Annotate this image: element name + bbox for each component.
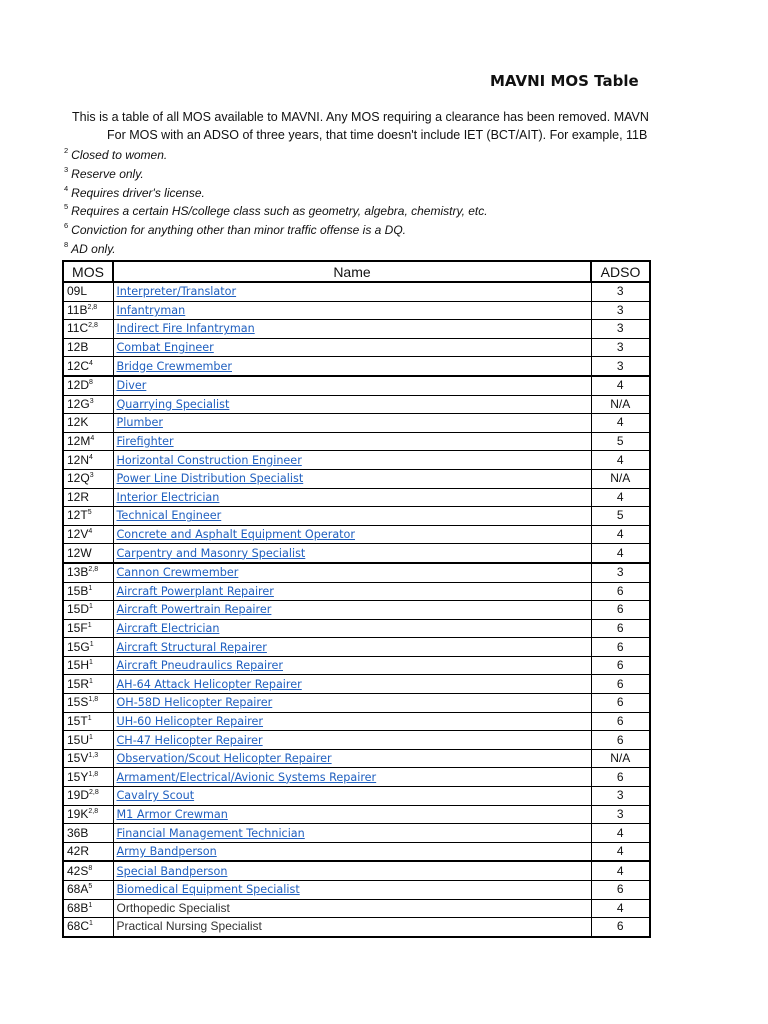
adso-value: 6 bbox=[591, 712, 650, 731]
mos-code: 11C bbox=[67, 321, 89, 336]
mos-name-cell bbox=[113, 320, 591, 339]
mos-name-cell bbox=[113, 805, 591, 824]
footnote-mark: 2 bbox=[64, 146, 69, 155]
adso-value: 4 bbox=[591, 414, 650, 433]
adso-value: 5 bbox=[591, 432, 650, 451]
mos-code: 15R bbox=[67, 676, 90, 691]
mos-code: 15D bbox=[67, 602, 90, 617]
footnote-mark: 8 bbox=[64, 239, 69, 249]
mos-name-cell bbox=[113, 842, 591, 861]
mos-name-cell bbox=[113, 694, 591, 713]
mos-name-cell bbox=[113, 824, 591, 843]
table-row bbox=[63, 638, 650, 657]
intro-text-line-1: This is a table of all MOS available to MAVNI. Any MOS requiring a clearance has been removed. MAVN bbox=[72, 110, 649, 124]
mos-code-cell bbox=[63, 675, 113, 694]
mos-name-cell bbox=[113, 376, 591, 395]
adso-value: 3 bbox=[591, 357, 650, 376]
footnote-ref: 2,8 bbox=[88, 807, 99, 815]
table-row bbox=[63, 582, 650, 601]
mos-code: 12V bbox=[67, 527, 89, 542]
table-row bbox=[63, 395, 650, 414]
adso-value: N/A bbox=[591, 469, 650, 488]
mos-code-cell bbox=[63, 357, 113, 376]
mos-code: 12C bbox=[67, 358, 90, 373]
mos-code: 12B bbox=[67, 340, 89, 355]
mos-name-link[interactable]: Power Line Distribution Specialist bbox=[116, 472, 304, 486]
table-row bbox=[63, 357, 650, 376]
footnote-item bbox=[64, 146, 704, 165]
mos-code-cell bbox=[63, 805, 113, 824]
mos-name-cell bbox=[113, 601, 591, 620]
mos-code: 09L bbox=[67, 284, 88, 299]
adso-value: 6 bbox=[591, 694, 650, 713]
mos-code-cell bbox=[63, 376, 113, 395]
mos-code-cell bbox=[63, 563, 113, 582]
footnote-ref: 2,8 bbox=[88, 566, 99, 574]
mos-code-cell bbox=[63, 338, 113, 357]
mos-code: 11B bbox=[67, 302, 88, 317]
mos-name-cell bbox=[113, 656, 591, 675]
mos-code-cell bbox=[63, 507, 113, 526]
mos-name-cell bbox=[113, 282, 591, 301]
adso-value: 6 bbox=[591, 601, 650, 620]
mos-code: 15U bbox=[67, 732, 90, 747]
footnote-ref: 1 bbox=[89, 659, 93, 667]
footnote-ref: 1 bbox=[88, 584, 93, 592]
footnote-item bbox=[64, 165, 704, 184]
mos-name-link[interactable]: Carpentry and Masonry Specialist bbox=[116, 546, 306, 560]
adso-value: 4 bbox=[591, 525, 650, 544]
adso-value: 4 bbox=[591, 899, 650, 918]
mos-code-cell bbox=[63, 469, 113, 488]
footnote-ref: 1,3 bbox=[88, 752, 99, 760]
mos-name-link[interactable]: Interpreter/Translator bbox=[116, 285, 237, 299]
mos-name: Orthopedic Specialist bbox=[116, 900, 230, 915]
mos-name-link[interactable]: Diver bbox=[116, 379, 147, 393]
mos-code: 15B bbox=[67, 583, 89, 598]
table-row bbox=[63, 881, 650, 900]
table-row bbox=[63, 601, 650, 620]
header-name: Name bbox=[113, 261, 591, 282]
mos-name-link[interactable]: Aircraft Powertrain Repairer bbox=[116, 603, 272, 617]
table-row bbox=[63, 787, 650, 806]
mos-name-link[interactable]: Observation/Scout Helicopter Repairer bbox=[116, 752, 332, 766]
mos-code: 15V bbox=[67, 751, 89, 766]
mos-code: 15Y bbox=[67, 769, 89, 784]
adso-value: 3 bbox=[591, 563, 650, 582]
mos-name-cell bbox=[113, 357, 591, 376]
intro-text-line-2: For MOS with an ADSO of three years, that time doesn't include IET (BCT/AIT). For example, 11B bbox=[107, 128, 648, 142]
mos-code-cell bbox=[63, 881, 113, 900]
mos-code: 68A bbox=[67, 882, 89, 897]
table-row bbox=[63, 694, 650, 713]
mos-code-cell bbox=[63, 619, 113, 638]
table-row bbox=[63, 899, 650, 918]
adso-value: 6 bbox=[591, 918, 650, 937]
mos-code: 12M bbox=[67, 434, 91, 449]
mos-name-cell bbox=[113, 881, 591, 900]
mos-name-link[interactable]: Infantryman bbox=[116, 303, 186, 317]
footnote-mark: 4 bbox=[64, 183, 69, 193]
table-row bbox=[63, 469, 650, 488]
adso-value: 6 bbox=[591, 638, 650, 657]
mos-name-cell bbox=[113, 619, 591, 638]
adso-value: 3 bbox=[591, 301, 650, 320]
header-mos: MOS bbox=[63, 261, 113, 282]
mos-name: Practical Nursing Specialist bbox=[116, 919, 262, 934]
table-row bbox=[63, 414, 650, 433]
footnote-ref: 1 bbox=[87, 621, 92, 629]
mos-name-cell bbox=[113, 395, 591, 414]
table-row bbox=[63, 712, 650, 731]
table-row bbox=[63, 731, 650, 750]
mos-name-cell bbox=[113, 638, 591, 657]
mos-name-link[interactable]: Firefighter bbox=[116, 435, 174, 449]
mos-name-link[interactable]: Technical Engineer bbox=[116, 509, 222, 523]
mos-code-cell bbox=[63, 656, 113, 675]
mos-name-link[interactable]: Cavalry Scout bbox=[116, 789, 195, 803]
table-body bbox=[63, 282, 650, 937]
mos-code: 15S bbox=[67, 695, 89, 710]
footnote-text: Conviction for anything other than minor traffic offense is a DQ. bbox=[71, 223, 406, 238]
mos-name-link[interactable]: Interior Electrician bbox=[116, 490, 220, 504]
mos-name-cell bbox=[113, 731, 591, 750]
footnote-ref: 2,8 bbox=[87, 303, 98, 311]
table-row bbox=[63, 338, 650, 357]
mos-name-cell bbox=[113, 432, 591, 451]
mos-code-cell bbox=[63, 638, 113, 657]
table-row bbox=[63, 805, 650, 824]
footnote-ref: 4 bbox=[89, 453, 93, 461]
footnote-ref: 5 bbox=[87, 509, 92, 517]
mos-code-cell bbox=[63, 601, 113, 620]
mos-code: 19K bbox=[67, 806, 89, 821]
adso-value: 4 bbox=[591, 824, 650, 843]
mos-code-cell bbox=[63, 842, 113, 861]
footnote-text: Closed to women. bbox=[71, 148, 168, 162]
mos-name-link[interactable]: Plumber bbox=[116, 416, 163, 430]
footnote-mark: 3 bbox=[64, 164, 69, 174]
mos-name-cell bbox=[113, 861, 591, 880]
table-row bbox=[63, 842, 650, 861]
mos-code-cell bbox=[63, 414, 113, 433]
adso-value: 4 bbox=[591, 451, 650, 470]
adso-value: 3 bbox=[591, 320, 650, 339]
mos-code-cell bbox=[63, 768, 113, 787]
footnote-ref: 1 bbox=[89, 733, 93, 741]
mos-name-link[interactable]: Aircraft Electrician bbox=[116, 621, 220, 635]
table-row bbox=[63, 544, 650, 563]
footnote-ref: 5 bbox=[88, 883, 93, 891]
table-row bbox=[63, 432, 650, 451]
mos-name-link[interactable]: Concrete and Asphalt Equipment Operator bbox=[116, 528, 356, 542]
footnote-text: Reserve only. bbox=[71, 166, 144, 181]
mos-name-link[interactable]: CH-47 Helicopter Repairer bbox=[116, 733, 263, 747]
mos-code-cell bbox=[63, 301, 113, 320]
mos-name-link[interactable]: OH-58D Helicopter Repairer bbox=[116, 696, 273, 710]
adso-value: 3 bbox=[591, 805, 650, 824]
footnote-item bbox=[64, 240, 704, 259]
footnote-ref: 8 bbox=[89, 379, 93, 387]
adso-value: 4 bbox=[591, 842, 650, 861]
mos-name-link[interactable]: Bridge Crewmember bbox=[116, 359, 232, 373]
mos-code: 13B bbox=[67, 565, 89, 580]
adso-value: 3 bbox=[591, 282, 650, 301]
mos-code-cell bbox=[63, 749, 113, 768]
mos-code-cell bbox=[63, 395, 113, 414]
adso-value: N/A bbox=[591, 749, 650, 768]
footnote-ref: 3 bbox=[89, 397, 94, 405]
mos-code: 15G bbox=[67, 639, 90, 654]
footnote-ref: 4 bbox=[89, 359, 93, 367]
table-row bbox=[63, 619, 650, 638]
adso-value: 6 bbox=[591, 731, 650, 750]
footnote-item bbox=[64, 221, 704, 240]
mos-code-cell bbox=[63, 282, 113, 301]
mos-name-cell bbox=[113, 544, 591, 563]
adso-value: 6 bbox=[591, 675, 650, 694]
table-row bbox=[63, 656, 650, 675]
mos-code: 12N bbox=[67, 452, 90, 467]
page-title: MAVNI MOS Table bbox=[490, 72, 639, 90]
mos-code: 15F bbox=[67, 620, 88, 635]
table-row bbox=[63, 525, 650, 544]
mos-code: 12D bbox=[67, 378, 90, 393]
mos-name-link[interactable]: Aircraft Pneudraulics Repairer bbox=[116, 659, 283, 673]
mos-code-cell bbox=[63, 899, 113, 918]
mos-name-cell bbox=[113, 918, 591, 937]
mos-code: 42R bbox=[67, 844, 90, 859]
footnote-ref: 1 bbox=[87, 714, 92, 722]
table-row bbox=[63, 320, 650, 339]
adso-value: N/A bbox=[591, 395, 650, 414]
mos-name-link[interactable]: Horizontal Construction Engineer bbox=[116, 453, 302, 467]
footnote-ref: 4 bbox=[88, 528, 93, 536]
mos-name-link[interactable]: Armament/Electrical/Avionic Systems Repairer bbox=[116, 770, 377, 784]
footnote-ref: 3 bbox=[89, 472, 94, 480]
mos-name-link[interactable]: UH-60 Helicopter Repairer bbox=[116, 714, 264, 728]
mos-name-link[interactable]: Biomedical Equipment Specialist bbox=[116, 883, 300, 897]
adso-value: 5 bbox=[591, 507, 650, 526]
mos-name-cell bbox=[113, 451, 591, 470]
mos-name-cell bbox=[113, 712, 591, 731]
mos-code-cell bbox=[63, 582, 113, 601]
table-row bbox=[63, 488, 650, 507]
mos-code: 15T bbox=[67, 713, 88, 728]
table-row bbox=[63, 451, 650, 470]
mos-code: 68C bbox=[67, 919, 90, 934]
mos-code: 12K bbox=[67, 415, 89, 430]
mos-code: 19D bbox=[67, 788, 90, 803]
footnote-ref: 1,8 bbox=[88, 696, 99, 704]
mos-code-cell bbox=[63, 320, 113, 339]
footnote-item bbox=[64, 202, 704, 221]
adso-value: 4 bbox=[591, 861, 650, 880]
mos-name-link[interactable]: Aircraft Powerplant Repairer bbox=[116, 584, 274, 598]
mos-code: 36B bbox=[67, 825, 89, 840]
footnote-list bbox=[64, 146, 704, 259]
mos-name-cell bbox=[113, 563, 591, 582]
mos-code: 68B bbox=[67, 900, 89, 915]
table-row bbox=[63, 675, 650, 694]
mos-name-cell bbox=[113, 582, 591, 601]
mos-table bbox=[62, 260, 651, 938]
mos-code: 12G bbox=[67, 396, 90, 411]
mos-code-cell bbox=[63, 731, 113, 750]
mos-name-link[interactable]: Combat Engineer bbox=[116, 341, 214, 355]
mos-name-link[interactable]: AH-64 Attack Helicopter Repairer bbox=[116, 677, 302, 691]
mos-code: 12Q bbox=[67, 471, 90, 486]
footnote-ref: 4 bbox=[90, 435, 95, 443]
mos-name-cell bbox=[113, 675, 591, 694]
adso-value: 4 bbox=[591, 544, 650, 563]
adso-value: 4 bbox=[591, 376, 650, 395]
mos-name-link[interactable]: M1 Armor Crewman bbox=[116, 807, 228, 821]
mos-name-link[interactable]: Indirect Fire Infantryman bbox=[116, 322, 255, 336]
mos-code: 12T bbox=[67, 508, 88, 523]
table-row bbox=[63, 376, 650, 395]
footnote-ref: 1 bbox=[88, 901, 93, 909]
footnote-item bbox=[64, 184, 704, 203]
mos-code-cell bbox=[63, 861, 113, 880]
mos-code: 12R bbox=[67, 489, 90, 504]
mos-name-link[interactable]: Cannon Crewmember bbox=[116, 566, 239, 580]
mos-name-cell bbox=[113, 488, 591, 507]
mos-code: 15H bbox=[67, 658, 90, 673]
adso-value: 6 bbox=[591, 768, 650, 787]
table-row bbox=[63, 301, 650, 320]
table-row bbox=[63, 282, 650, 301]
table-header-row bbox=[63, 261, 650, 282]
mos-code-cell bbox=[63, 918, 113, 937]
footnote-text: Requires driver's license. bbox=[71, 185, 205, 200]
adso-value: 6 bbox=[591, 656, 650, 675]
footnote-text: AD only. bbox=[71, 241, 116, 256]
adso-value: 6 bbox=[591, 881, 650, 900]
mos-code-cell bbox=[63, 525, 113, 544]
mos-name-cell bbox=[113, 338, 591, 357]
mos-code-cell bbox=[63, 451, 113, 470]
table-row bbox=[63, 861, 650, 880]
mos-code-cell bbox=[63, 824, 113, 843]
mos-name-cell bbox=[113, 507, 591, 526]
adso-value: 6 bbox=[591, 619, 650, 638]
adso-value: 4 bbox=[591, 488, 650, 507]
table-row bbox=[63, 563, 650, 582]
mos-code-cell bbox=[63, 787, 113, 806]
footnote-ref: 2,8 bbox=[89, 789, 99, 797]
footnote-ref: 1 bbox=[89, 677, 93, 685]
mos-code-cell bbox=[63, 544, 113, 563]
adso-value: 6 bbox=[591, 582, 650, 601]
mos-code-cell bbox=[63, 488, 113, 507]
adso-value: 3 bbox=[591, 787, 650, 806]
footnote-ref: 1 bbox=[89, 920, 93, 928]
mos-name-cell bbox=[113, 749, 591, 768]
mos-name-cell bbox=[113, 899, 591, 918]
mos-code-cell bbox=[63, 432, 113, 451]
mos-name-link[interactable]: Financial Management Technician bbox=[116, 826, 305, 840]
footnote-ref: 2,8 bbox=[88, 322, 98, 330]
mos-code-cell bbox=[63, 712, 113, 731]
footnote-ref: 1 bbox=[89, 603, 93, 611]
table-row bbox=[63, 768, 650, 787]
mos-name-link[interactable]: Quarrying Specialist bbox=[116, 397, 230, 411]
mos-code: 12W bbox=[67, 545, 92, 560]
mos-name-cell bbox=[113, 469, 591, 488]
footnote-mark: 5 bbox=[64, 202, 69, 212]
adso-value: 3 bbox=[591, 338, 650, 357]
footnote-mark: 6 bbox=[64, 221, 69, 231]
mos-name-link[interactable]: Special Bandperson bbox=[116, 864, 228, 878]
footnote-text: Requires a certain HS/college class such as geometry, algebra, chemistry, etc. bbox=[71, 204, 488, 219]
mos-name-cell bbox=[113, 787, 591, 806]
mos-name-cell bbox=[113, 768, 591, 787]
mos-name-cell bbox=[113, 525, 591, 544]
table-row bbox=[63, 824, 650, 843]
table-row bbox=[63, 507, 650, 526]
mos-code: 42S bbox=[67, 863, 89, 878]
footnote-ref: 1,8 bbox=[88, 770, 99, 778]
table-row bbox=[63, 749, 650, 768]
mos-name-link[interactable]: Army Bandperson bbox=[116, 845, 217, 859]
mos-name-link[interactable]: Aircraft Structural Repairer bbox=[116, 640, 267, 654]
header-adso: ADSO bbox=[591, 261, 650, 282]
mos-name-cell bbox=[113, 301, 591, 320]
footnote-ref: 8 bbox=[88, 864, 93, 872]
mos-code-cell bbox=[63, 694, 113, 713]
footnote-ref: 1 bbox=[89, 640, 94, 648]
table-row bbox=[63, 918, 650, 937]
mos-name-cell bbox=[113, 414, 591, 433]
